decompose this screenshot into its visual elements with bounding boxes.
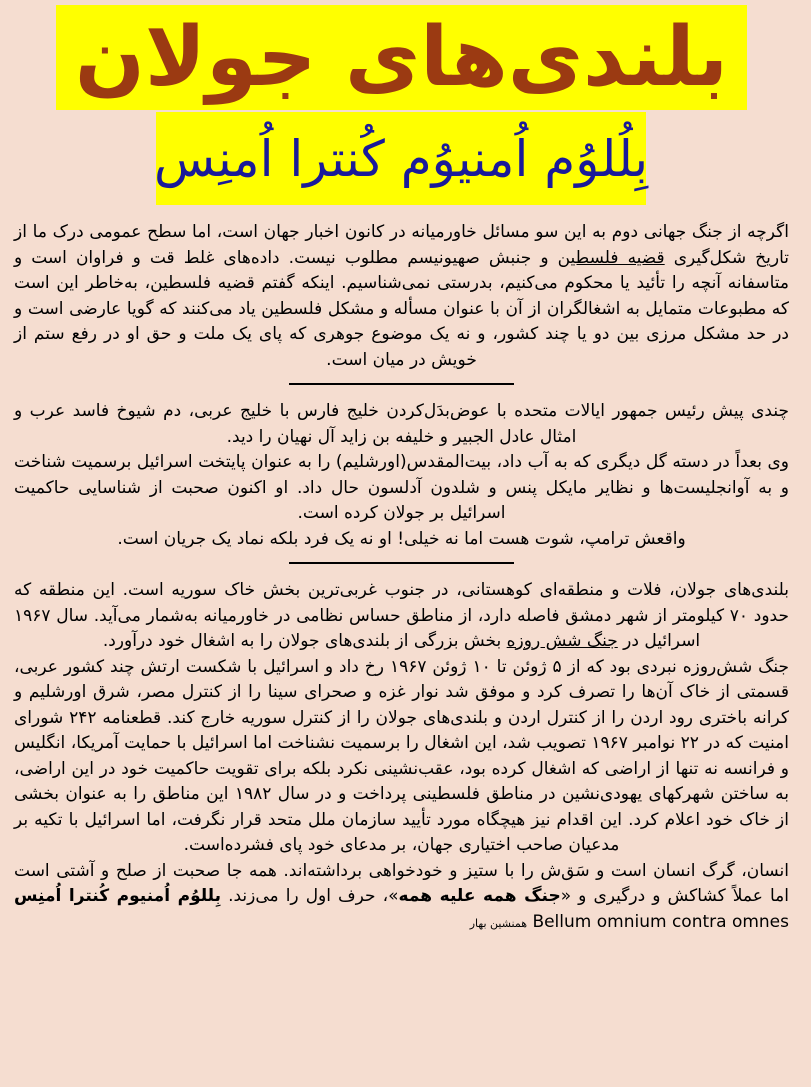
section-divider <box>289 383 514 385</box>
article-body <box>14 220 789 936</box>
trump-paragraph-1: چندی پیش رئیس جمهور ایالات متحده با عوض‌بدَل‌کردن خلیج فارس با خلیج عربی، دم شیوخ فاسد عرب و امثال عادل الجبیر و خلیفه بن زاید آل نهیان را دید. <box>14 401 789 447</box>
palestine-link[interactable]: قضیه فلسطین <box>557 247 665 268</box>
bellum-latin: Bellum omnium contra omnes <box>532 911 789 932</box>
author-signature: همنشین بهار <box>469 916 528 930</box>
closing-paragraph <box>14 859 789 937</box>
closing-text-2: »، حرف اول را می‌زند. <box>221 886 399 906</box>
intro-text-2: و جنبش صهیونیسم مطلوب نیست. داده‌های غلط قت و فراوان است و متاسفانه آنچه را تأئید یا محکوم می‌کنیم، بدرستی نمی‌شناسیم. اینکه گفتم قضیه فلسطین، به‌خاطر این است که مطبوعات متمایل به اشغالگران از آن با عنوان مسأله و مشکل فلسطین یاد می‌کنند که گویا عارضی است و در حد مشکل مرزی بین دو یا چند کشور، و نه یک موضوع جوهری که پای یک ملت و حق او در رفع ستم از خویش در میان است. <box>14 247 789 370</box>
trump-paragraph-3: واقعش ترامپ، شوت هست اما نه خیلی! او نه یک فرد بلکه نماد یک جریان است. <box>117 528 686 549</box>
closing-text-1: انسان، گرگ انسان است و سَق‌ش را با ستیز و خودخواهی برداشته‌اند. همه جا صحبت از صلح و آشتی است اما عملاً کشاکش و درگیری و « <box>14 860 789 906</box>
title-banner <box>56 5 747 110</box>
page-title: بلندی‌های جولان <box>74 9 729 105</box>
six-day-war-paragraph: جنگ شش‌روزه نبردی بود که از ۵ ژوئن تا ۱۰ ژوئن ۱۹۶۷ رخ داد و اسرائیل با شکست ارتش چند کشور عربی، قسمتی از خاک آن‌ها را تصرف کرد و موفق شد نوار غزه و صحرای سینا را از کنترل مصر، شرق اورشلیم و کرانه باختری رود اردن را از کنترل اردن و بلندی‌های جولان را از کنترل سوریه خارج کند. قطعنامه ۲۴۲ شورای امنیت که در ۲۲ نوامبر ۱۹۶۷ تصویب شد، این اشغال را برسمیت نشناخت اما اسرائیل با حمایت آمریکا، انگلیس و فرانسه نه تنها از اراضی که اشغال کرده بود، عقب‌نشینی نکرد بلکه برای تقویت حاکمیت خود در این اراضی، به ساختن شهرکهای یهودی‌نشین در مناطق فلسطینی پرداخت و در سال ۱۹۸۲ این مناطق را به عنوان بخشی از خاک خود اعلام کرد. این اقدام نیز هیچگاه مورد تأیید سازمان ملل متحد قرار نگرفت، اما اسرائیل با تکیه بر مدعیان صاحب اختیاری جهان، بر مدعای خود پای فشرده‌است. <box>14 656 789 855</box>
trump-paragraph-2: وی بعداً در دسته گل دیگری که به آب داد، بیت‌المقدس(اورشلیم) را به عنوان پایتخت اسرائیل برسمیت شناخت و به آوانجلیست‌ها و نظایر مایکل پنس و شلدون آدلسون حال داد. او اکنون صحبت از شناسایی حاکمیت اسرائیل بر جولان کرده است. <box>14 452 789 523</box>
six-day-war-link[interactable]: جنگ شش روزه <box>506 631 618 651</box>
subtitle-banner <box>153 112 649 205</box>
golan-text-2: بخش بزرگی از بلندی‌های جولان را به اشغال خود درآورد. <box>102 631 507 651</box>
intro-text-1: اگرچه از جنگ جهانی دوم به این سو مسائل خاورمیانه در کانون اخبار جهان است، اما سطح عمومی درک ما از تاریخ شکل‌گیری <box>14 222 789 268</box>
golan-paragraph-1 <box>14 578 789 655</box>
war-of-all-phrase: جنگ همه علیه همه <box>398 886 561 906</box>
section-divider <box>289 562 514 564</box>
golan-text-1: بلندی‌های جولان، فلات و منطقه‌ای کوهستانی، در جنوب غربی‌ترین بخش خاک سوریه است. این منطقه که حدود ۷۰ کیلومتر از شهر دمشق فاصله دارد، از مناطق حساس نظامی در خاورمیانه به‌شمار می‌آید. سال ۱۹۶۷ اسرائیل در <box>14 580 789 651</box>
bellum-persian: بِللوُم اُمنیوم کُنترا اُمنِس <box>14 886 221 906</box>
intro-paragraph <box>14 220 789 373</box>
page-subtitle: بِلُلوُم اُمنیوُم کُنترا اُمنِس <box>153 129 649 188</box>
